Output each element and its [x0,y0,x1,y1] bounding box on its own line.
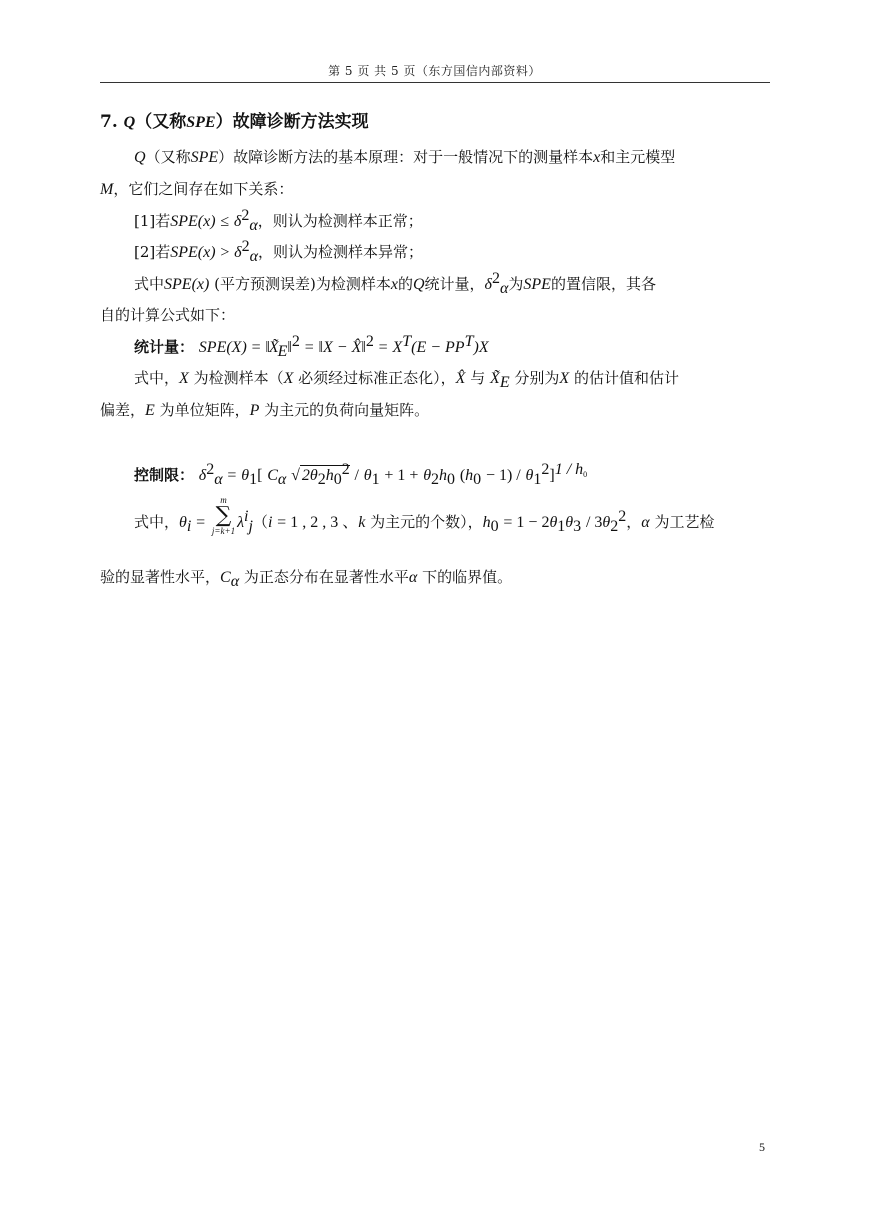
stat-norm1: ‖X̃ [265,339,278,356]
sum-lower: j=k+1 [211,526,236,536]
p2-x: x [390,276,398,293]
p3-x2: X [283,370,294,387]
limit-th4-sup: 2 [541,461,550,478]
limit-t1: / [354,467,359,484]
limit-bracket-open: [ [257,467,263,484]
p4-a2: θ [565,514,574,531]
p2-t4: 统计量， [424,275,485,293]
stat-eq1: = [251,339,261,356]
p1-t3: 和主元模型 [600,148,676,166]
limit-th1: θ [241,467,250,484]
p1-t2: ）故障诊断方法的基本原理：对于一般情况下的测量样本 [218,148,594,166]
p4-h: h [482,514,491,531]
stat-eq3: = [378,339,388,356]
p4-theta-sub: i [186,518,192,535]
p2-t3: 的 [397,275,413,293]
p4-t4: 为主元的个数）， [370,513,483,531]
p4-lambda: λ [237,514,245,531]
r2-arg: (x) [197,244,216,261]
limit-eq: = [227,467,237,484]
p4-eq: = [196,514,206,531]
r1-sub: α [249,217,258,234]
p4-t2: （ [252,513,268,531]
para4-line2 [100,567,770,588]
stat-norm2: ‖X − X̂‖ [318,339,366,356]
r1-text: ，则认为检测样本正常； [257,212,423,230]
p2-t5: 为 [508,275,524,293]
limit-h3-sub: 0 [473,471,482,488]
para1-line1 [134,147,770,168]
p3-t4: 与 [470,369,486,387]
limit-h-sup: 2 [341,461,350,478]
r2-sup: 2 [241,238,250,255]
p3-t5: 分别为 [514,369,560,387]
p4-a3-sup: 2 [618,508,627,525]
para2-line1 [134,270,770,297]
section-heading [100,112,770,133]
p4-theta: θ [179,514,187,531]
limit-th1-sub: 1 [249,471,258,488]
control-limit-formula [134,461,770,488]
p3-t8: 为单位矩阵， [159,401,250,419]
stat-lhs: SPE [198,339,227,356]
limit-rad-sub: 2 [317,471,326,488]
para2-line2: 自的计算公式如下： [100,306,236,324]
p2-t6: 的置信限，其各 [550,275,656,293]
p4-a1: θ [549,514,558,531]
p3-e: E [145,402,155,419]
p3-t3: 必须经过标准正态化）， [298,369,456,387]
p2-sup: 2 [491,270,500,287]
p2-t1: 式中 [134,275,165,293]
rule-normal [134,207,770,234]
stat-norm1-sub: E [277,343,288,360]
stat-label: 统计量： [134,338,195,356]
p4-a3-sub: 2 [610,518,619,535]
p4-a1-sub: 1 [557,518,566,535]
p4-t7: ， [626,513,642,531]
limit-th4-sub: 1 [533,471,542,488]
r1-arg: (x) [197,213,216,230]
p4-t3: = 1 , 2 , 3 、 [277,514,359,531]
limit-h2: h [439,467,448,484]
r1-delta: δ [233,213,242,230]
page-header: 第 5 页 共 5 页（东方国信内部资料） [328,64,541,78]
sum-sigma: ∑ [215,503,232,528]
p4-t1: 式中， [134,513,180,531]
r2-sub: α [249,248,258,265]
p4-c-sub: α [230,573,240,590]
heading-spe: SPE [186,114,216,131]
p4-alpha2: α [408,569,418,586]
statistic-formula [134,333,770,360]
p3-t9: 为主元的负荷向量矩阵。 [264,401,430,419]
p4-t5: = 1 − 2 [503,514,550,531]
p4-i: i [267,514,273,531]
r1-op: ≤ [220,213,230,230]
p1-x: x [593,149,601,166]
limit-th2: θ [363,467,372,484]
limit-bracket-close: ] [549,467,555,484]
heading-open: （又称 [135,112,187,132]
p2-fn: SPE [164,276,192,293]
header-rule [100,82,770,83]
limit-h3: h [465,467,474,484]
r2-op: > [220,244,230,261]
stat-paren-sup: T [464,333,474,350]
r2-fn: SPE [170,244,198,261]
limit-sub: α [214,471,223,488]
heading-close: ）故障诊断方法实现 [215,112,369,132]
stat-arg: (X) [226,339,247,356]
r1-idx: [1]若 [134,212,171,230]
p3-t1: 式中， [134,369,180,387]
p2-delta: δ [484,276,492,293]
para3-line2 [100,400,770,421]
p4-lambda-sup: i [244,508,249,525]
p4-lambda-sub: j [248,518,253,535]
p3-x: X [179,370,189,387]
r1-sup: 2 [241,207,250,224]
limit-t4: − 1) / [485,467,521,484]
limit-t3: ( [459,467,466,484]
p4-t9: 验的显著性水平， [100,568,221,586]
limit-h: h [325,467,334,484]
r1-fn: SPE [170,213,198,230]
p2-arg: (x) [191,276,210,293]
limit-th4: θ [525,467,534,484]
r2-text: ，则认为检测样本异常； [258,243,424,261]
stat-tail: )X [473,339,489,356]
p1-t4: ，它们之间存在如下关系： [113,180,294,198]
p4-k: k [358,514,366,531]
p4-h-sub: 0 [490,518,499,535]
stat-rhs: X [392,339,403,356]
stat-sq2: 2 [365,333,374,350]
limit-th3-sub: 2 [431,471,440,488]
limit-exp: 1 / h [554,461,584,478]
limit-root: √ [291,467,300,484]
limit-c-sub: α [277,471,287,488]
p1-t1: （又称 [145,148,191,166]
p1-m: M [100,181,114,198]
para1-line2 [100,179,770,200]
p1-q: Q [134,149,146,166]
p3-t7: 偏差， [100,401,146,419]
limit-exp-sub: 0 [583,470,588,479]
limit-t2: + 1 + [384,467,419,484]
limit-h2-sub: 0 [447,471,456,488]
r2-idx: [2]若 [134,243,171,261]
p3-x3: X [559,370,570,387]
stat-eq2: = [304,339,314,356]
stat-rhs-sup: T [402,333,412,350]
p2-spe: SPE [523,276,551,293]
limit-h-sub: 0 [333,471,342,488]
r2-delta: δ [234,244,242,261]
limit-th3: θ [423,467,432,484]
p4-t10: 为正态分布在显著性水平 [243,568,409,586]
p3-t2: 为检测样本（ [193,369,284,387]
p1-spe: SPE [190,149,219,166]
section-number: 7. [100,112,118,132]
stat-sq1: 2 [291,333,300,350]
page-number: 5 [759,1140,765,1154]
para4-line1 [134,495,770,536]
p3-xt: X̃ [490,370,500,387]
limit-sup: 2 [206,461,215,478]
heading-q: Q [123,114,136,131]
limit-exponent [554,461,588,479]
stat-norm1-end: ‖ [287,339,292,356]
limit-label: 控制限： [134,466,195,484]
p3-xt-sub: E [499,374,510,391]
p4-t6: / 3 [585,514,603,531]
p2-q: Q [412,276,425,293]
p4-t8: 为工艺检 [654,513,715,531]
rule-abnormal [134,238,770,265]
p3-p: P [249,402,260,419]
limit-delta: δ [198,467,207,484]
limit-th2-sub: 1 [371,471,380,488]
p4-c: C [220,569,231,586]
p3-t6: 的估计值和估计 [573,369,679,387]
p3-xhat: X̂ [455,370,466,387]
summation [212,496,235,536]
limit-c: C [267,467,278,484]
p4-a3: θ [602,514,611,531]
p2-t2: (平方预测误差)为检测样本 [214,275,391,293]
limit-radicand [300,461,350,488]
para3-line1 [134,368,770,389]
sum-upper: m [220,495,227,505]
limit-rad: 2θ [301,467,318,484]
stat-paren: (E − PP [411,339,465,356]
p2-sub: α [499,280,509,297]
p4-t11: 下的临界值。 [422,568,513,586]
p4-alpha: α [641,514,650,531]
p4-a2-sub: 3 [573,518,582,535]
